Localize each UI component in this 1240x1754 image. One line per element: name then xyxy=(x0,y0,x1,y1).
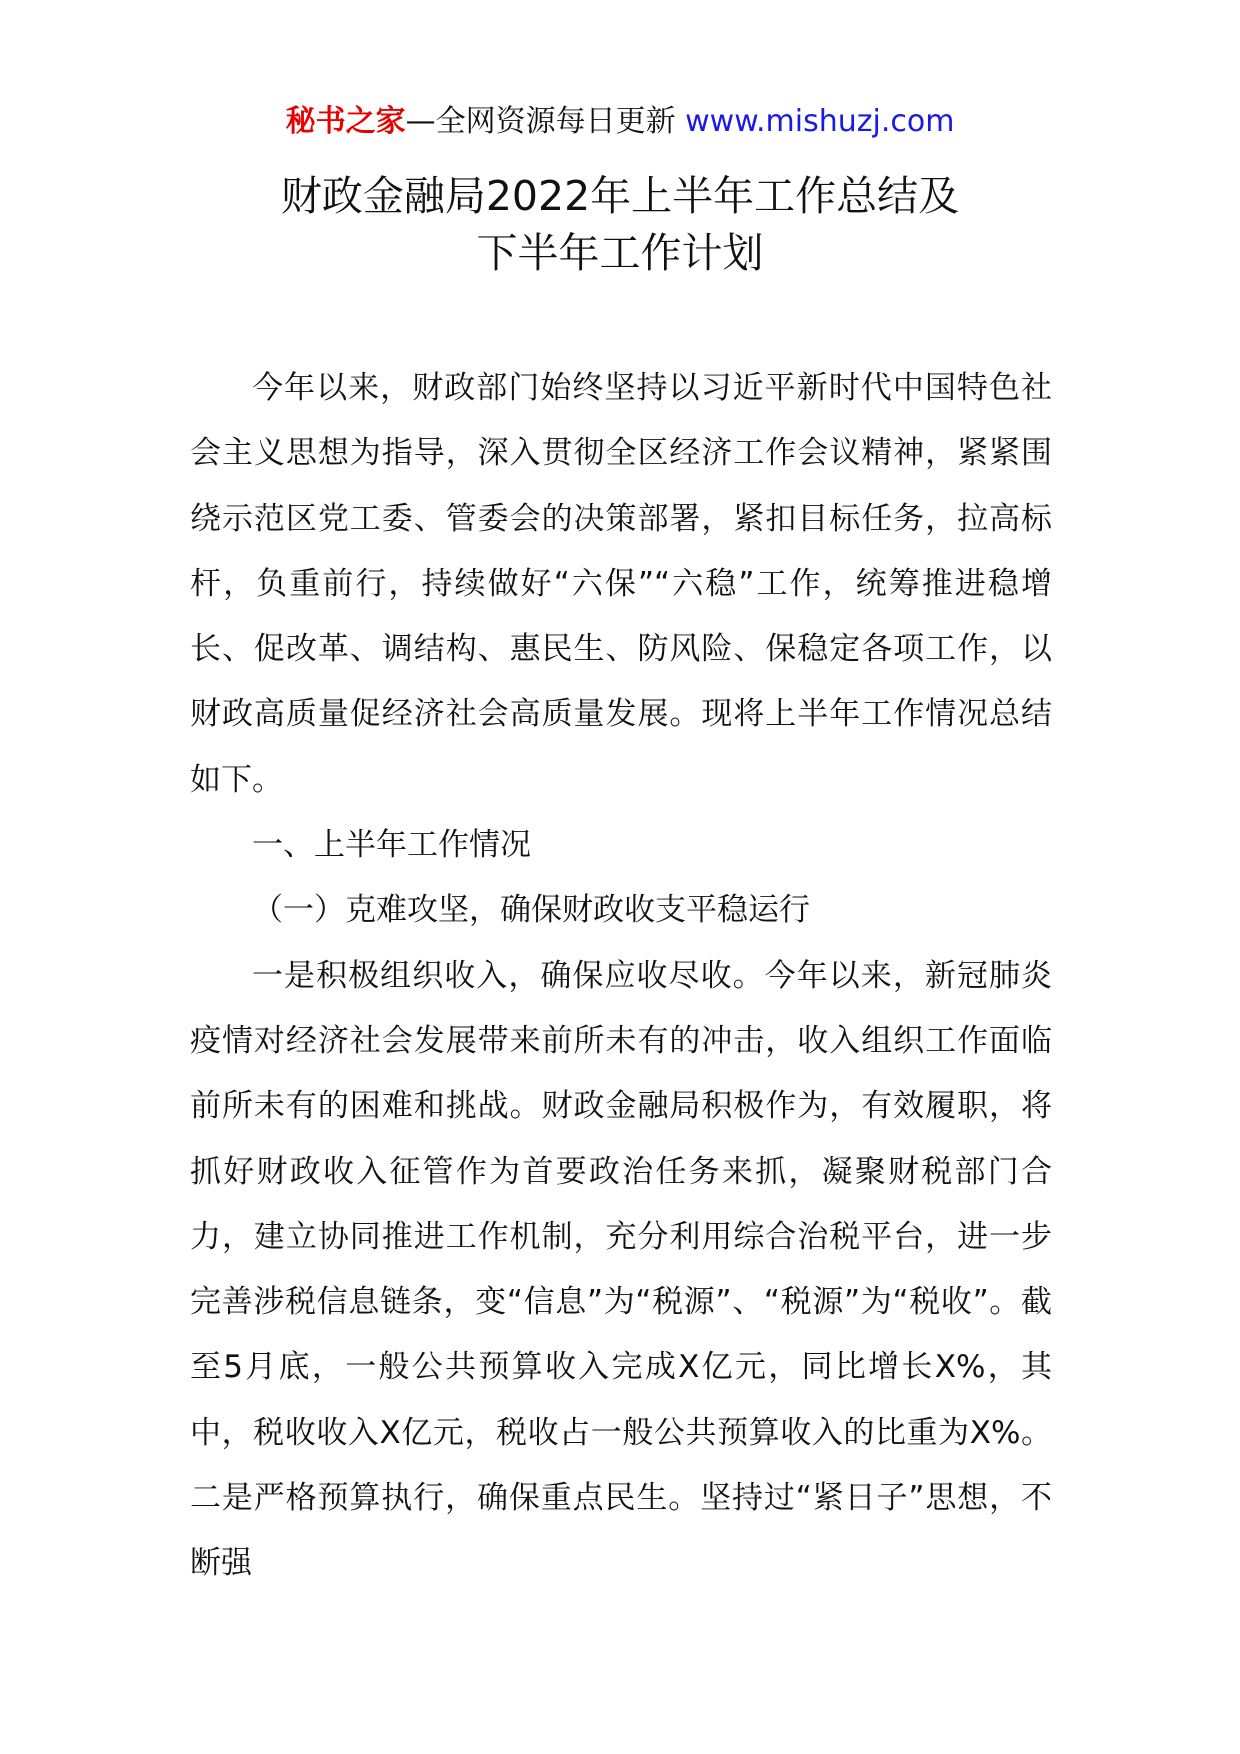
document-body xyxy=(190,356,1052,1597)
header-slogan: —全网资源每日更新 xyxy=(405,104,676,139)
document-title-line-1: 财政金融局2022年上半年工作总结及 xyxy=(280,172,960,220)
intro-paragraph: 今年以来，财政部门始终坚持以习近平新时代中国特色社会主义思想为指导，深入贯彻全区经济工作会议精神，紧紧围绕示范区党工委、管委会的决策部署，紧扣目标任务，拉高标杆，负重前行，持续做好“六保”“六稳”工作，统筹推进稳增长、促改革、调结构、惠民生、防风险、保稳定各项工作，以财政高质量促经济社会高质量发展。现将上半年工作情况总结如下。 xyxy=(190,370,1052,798)
section-heading: 一、上半年工作情况 xyxy=(252,827,531,864)
brand-name: 秘书之家 xyxy=(285,104,406,139)
site-header xyxy=(0,100,1240,144)
document-title xyxy=(0,168,1240,282)
subsection-heading: （一）克难攻坚，确保财政收支平稳运行 xyxy=(252,892,810,929)
body-paragraph: 一是积极组织收入，确保应收尽收。今年以来，新冠肺炎疫情对经济社会发展带来前所未有的冲击，收入组织工作面临前所未有的困难和挑战。财政金融局积极作为，有效履职，将抓好财政收入征管作为首要政治任务来抓，凝聚财税部门合力，建立协同推进工作机制，充分利用综合治税平台，进一步完善涉税信息链条，变“信息”为“税源”、“税源”为“税收”。截至5月底，一般公共预算收入完成X亿元，同比增长X%，其中，税收收入X亿元，税收占一般公共预算收入的比重为X%。二是严格预算执行，确保重点民生。坚持过“紧日子”思想，不断强 xyxy=(190,957,1052,1582)
document-title-line-2: 下半年工作计划 xyxy=(476,229,764,277)
site-url-link[interactable]: www.mishuzj.com xyxy=(685,104,955,139)
